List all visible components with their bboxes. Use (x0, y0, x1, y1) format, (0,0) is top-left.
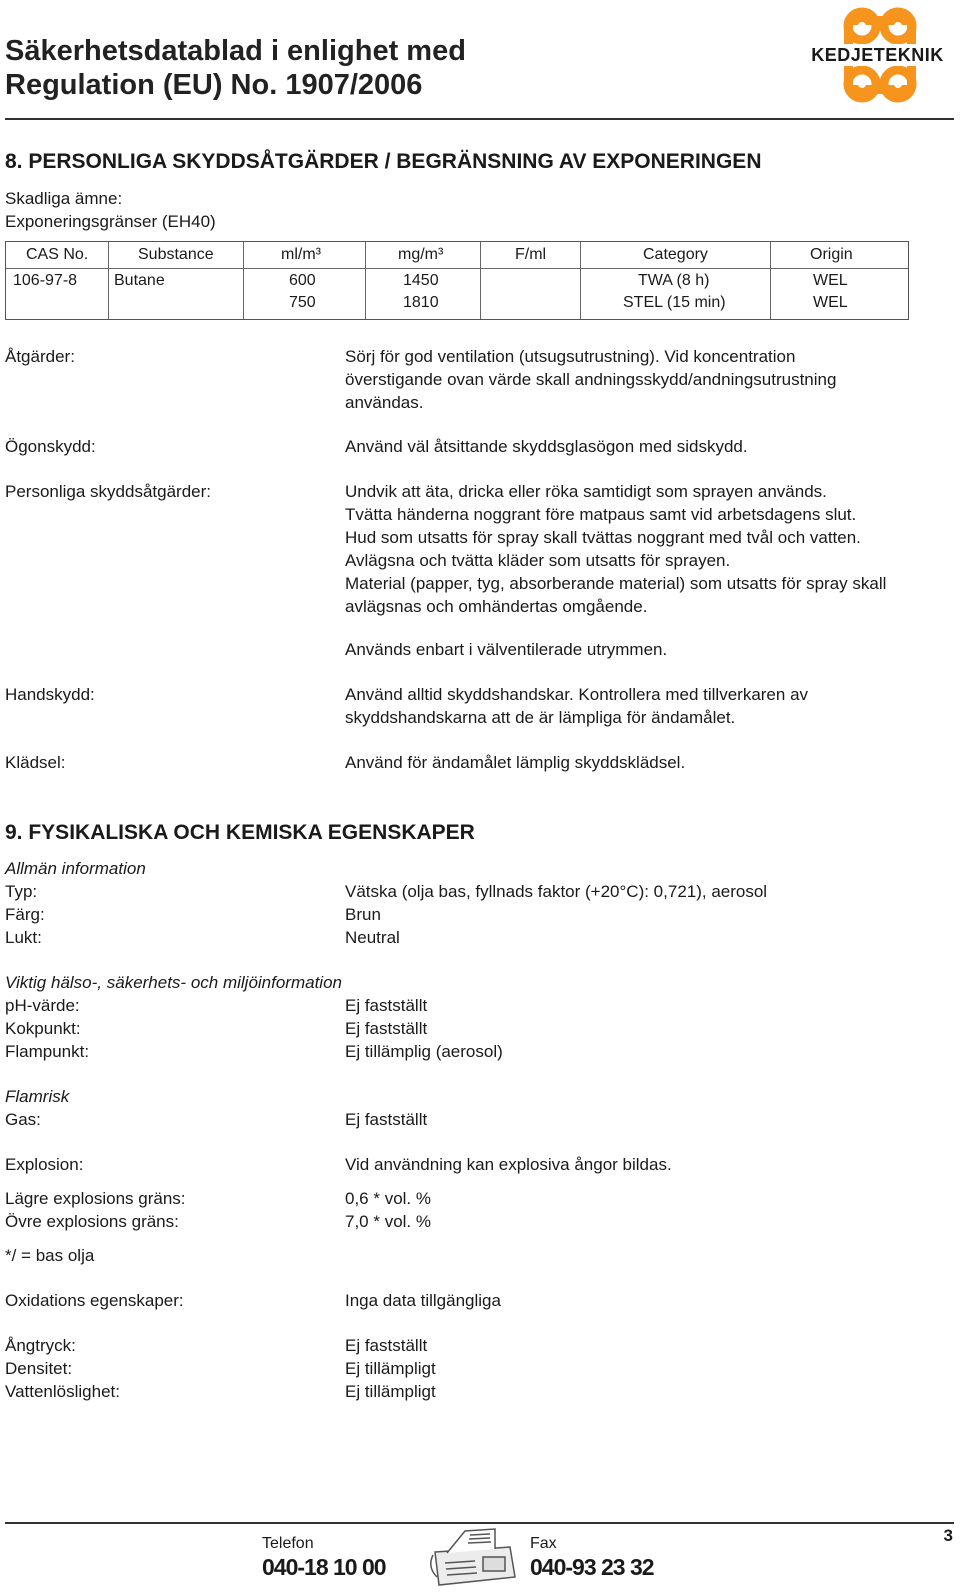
vapor-pressure-value: Ej fastställt (345, 1336, 428, 1355)
section-9-heading: 9. FYSIKALISKA OCH KEMISKA EGENSKAPER (5, 821, 475, 844)
table-cell-category: STEL (15 min) (623, 294, 726, 311)
fire-risk-heading: Flamrisk (5, 1087, 70, 1106)
company-logo (800, 4, 955, 108)
hand-protection-text: Använd alltid skyddshandskar. Kontrollera med tillverkaren av skyddshandskarna att de är lämpliga för ändamålet. (345, 685, 809, 727)
density-label: Densitet: (5, 1359, 73, 1378)
measures-label: Åtgärder: (5, 347, 75, 366)
upper-explosion-limit-value: 7,0 * vol. % (345, 1212, 431, 1231)
table-cell-substance: Butane (114, 272, 165, 289)
important-info-heading: Viktig hälso-, säkerhets- och miljöinformation (5, 973, 342, 992)
logo-text: KEDJETEKNIK (811, 45, 944, 65)
page-number: 3 (943, 1526, 953, 1545)
flash-point-label: Flampunkt: (5, 1042, 90, 1061)
general-info-heading: Allmän information (5, 859, 146, 878)
clothing-text: Använd för ändamålet lämplig skyddsklädsel. (345, 753, 686, 772)
measures-text: Sörj för god ventilation (utsugsutrustning). Vid koncentration överstigande ovan värde skall andningsskydd/andningsutrustning användas. (345, 347, 837, 412)
table-cell-mg: 1810 (403, 294, 439, 311)
exposure-limits-table (5, 241, 909, 320)
document-title-line-1: Säkerhetsdatablad i enlighet med (5, 35, 466, 67)
eye-protection-label: Ögonskydd: (5, 437, 96, 456)
odor-label: Lukt: (5, 928, 42, 947)
table-cell-cas: 106-97-8 (13, 272, 78, 289)
table-cell-category: TWA (8 h) (638, 272, 710, 289)
odor-value: Neutral (345, 928, 400, 947)
table-header-category: Category (643, 246, 708, 263)
color-value: Brun (345, 905, 381, 924)
exposure-limits-label: Exponeringsgränser (EH40) (5, 212, 216, 231)
table-cell-mg: 1450 (403, 272, 439, 289)
vapor-pressure-label: Ångtryck: (5, 1336, 76, 1355)
table-header-origin: Origin (810, 246, 853, 263)
section-8-heading: 8. PERSONLIGA SKYDDSÅTGÄRDER / BEGRÄNSNING AV EXPONERINGEN (5, 150, 762, 173)
table-header-substance: Substance (138, 246, 214, 263)
boiling-point-value: Ej fastställt (345, 1019, 428, 1038)
eye-protection-text: Använd väl åtsittande skyddsglasögon med sidskydd. (345, 437, 748, 456)
header-divider (5, 118, 954, 120)
table-cell-origin: WEL (813, 272, 848, 289)
ventilated-text: Används enbart i välventilerade utrymmen. (345, 640, 668, 659)
fax-machine-icon (425, 1527, 520, 1594)
ph-label: pH-värde: (5, 996, 80, 1015)
document-title (5, 34, 466, 102)
gas-value: Ej fastställt (345, 1110, 428, 1129)
table-cell-ml: 750 (289, 294, 316, 311)
table-header-fml: F/ml (515, 246, 547, 263)
oxidizing-label: Oxidations egenskaper: (5, 1291, 184, 1310)
density-value: Ej tillämpligt (345, 1359, 436, 1378)
table-cell-ml: 600 (289, 272, 316, 289)
type-label: Typ: (5, 882, 38, 901)
table-cell-origin: WEL (813, 294, 848, 311)
hand-protection-label: Handskydd: (5, 685, 95, 704)
table-header-cas: CAS No. (26, 246, 89, 263)
footer-divider (5, 1522, 954, 1524)
personal-protection-label: Personliga skyddsåtgärder: (5, 482, 212, 501)
water-solubility-value: Ej tillämpligt (345, 1382, 436, 1401)
lower-explosion-limit-value: 0,6 * vol. % (345, 1189, 431, 1208)
table-header-ml: ml/m³ (281, 246, 321, 263)
harmful-substance-label: Skadliga ämne: (5, 189, 123, 208)
personal-protection-text: Undvik att äta, dricka eller röka samtidigt som sprayen används. Tvätta händerna noggrant före matpaus samt vid arbetsdagens slut. Hud som utsatts för spray skall tvättas noggrant med tvål och vatten. Avlägsna och tvätta kläder som utsatts för sprayen. Material (papper, tyg, absorberande material) som utsatts för spray skall avlägsnas och omhändertas omgående. (345, 482, 887, 616)
oxidizing-value: Inga data tillgängliga (345, 1291, 501, 1310)
explosion-value: Vid användning kan explosiva ångor bildas. (345, 1155, 672, 1174)
flash-point-value: Ej tillämplig (aerosol) (345, 1042, 503, 1061)
fax-number: 040-93 23 32 (530, 1554, 654, 1580)
ph-value: Ej fastställt (345, 996, 428, 1015)
water-solubility-label: Vattenlöslighet: (5, 1382, 120, 1401)
lower-explosion-limit-label: Lägre explosions gräns: (5, 1189, 186, 1208)
phone-label: Telefon (262, 1535, 314, 1552)
type-value: Vätska (olja bas, fyllnads faktor (+20°C): 0,721), aerosol (345, 882, 768, 901)
boiling-point-label: Kokpunkt: (5, 1019, 81, 1038)
gas-label: Gas: (5, 1110, 41, 1129)
clothing-label: Klädsel: (5, 753, 66, 772)
explosion-label: Explosion: (5, 1155, 84, 1174)
color-label: Färg: (5, 905, 45, 924)
table-header-mg: mg/m³ (398, 246, 444, 263)
document-title-line-2: Regulation (EU) No. 1907/2006 (5, 69, 423, 101)
phone-number: 040-18 10 00 (262, 1554, 386, 1580)
upper-explosion-limit-label: Övre explosions gräns: (5, 1212, 179, 1231)
footnote: */ = bas olja (5, 1246, 95, 1265)
fax-label: Fax (530, 1535, 557, 1552)
